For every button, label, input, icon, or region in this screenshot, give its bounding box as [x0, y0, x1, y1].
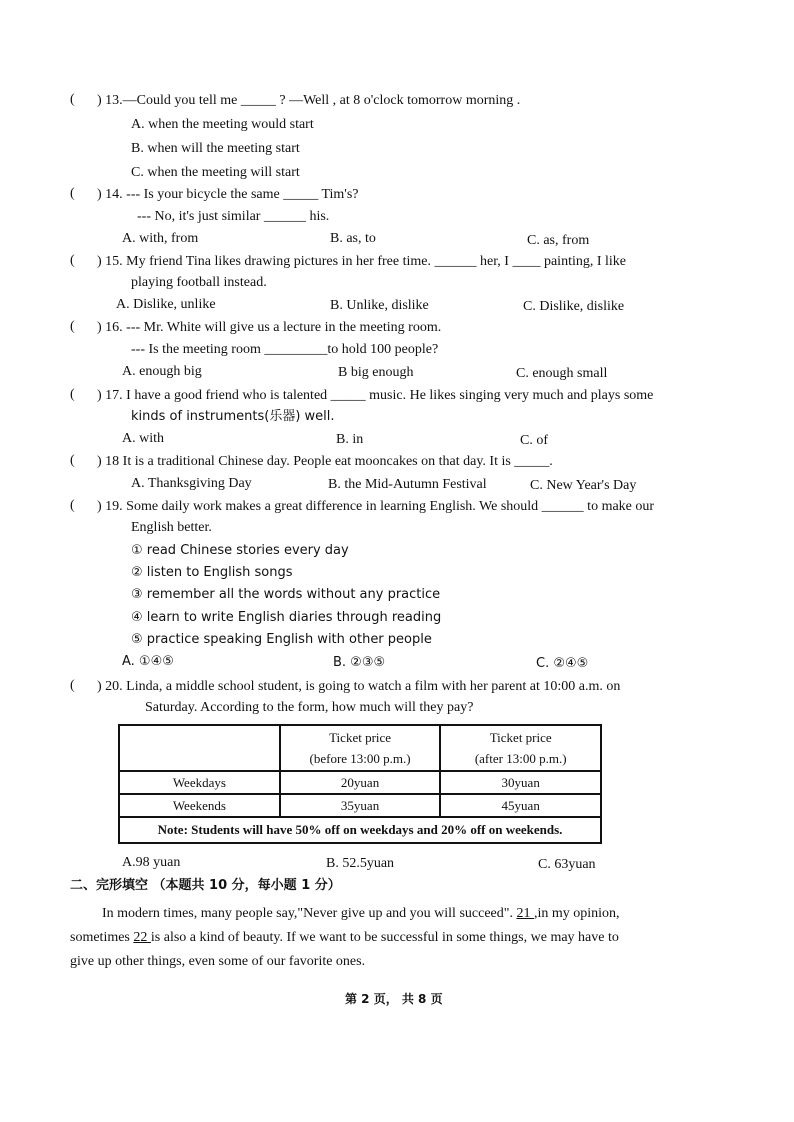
q19-stem-2: English better.	[131, 520, 212, 535]
q16-stem: ) 16. --- Mr. White will give us a lecture in the meeting room.	[97, 320, 442, 335]
q20-option-a: A.98 yuan	[122, 855, 181, 870]
answer-paren: (	[70, 319, 75, 334]
cloze-text: In modern times, many people say,"Never give up and you will succeed".	[102, 906, 517, 921]
q16-option-c: C. enough small	[516, 366, 608, 381]
q19-option-c: C. ②④⑤	[536, 656, 589, 671]
q15-option-c: C. Dislike, dislike	[523, 299, 625, 314]
q16-stem-2: --- Is the meeting room _________to hold 100 people?	[131, 342, 439, 357]
q13-option-a: A. when the meeting would start	[131, 117, 314, 132]
q15-stem: ) 15. My friend Tina likes drawing pictures in her free time. ______ her, I ____ painting, I like	[97, 254, 626, 269]
q19-option-a: A. ①④⑤	[122, 654, 174, 669]
q15-option-a: A. Dislike, unlike	[116, 297, 216, 312]
cloze-blank-22: 22	[133, 930, 151, 945]
price-before: 20yuan	[280, 771, 441, 794]
answer-paren: (	[70, 498, 75, 513]
ticket-price-table	[118, 724, 602, 844]
q20-option-c: C. 63yuan	[538, 857, 596, 872]
header-before-1300	[280, 725, 441, 771]
q14-option-c: C. as, from	[527, 233, 590, 248]
q16-option-a: A. enough big	[122, 364, 202, 379]
answer-paren: (	[70, 387, 75, 402]
answer-paren: (	[70, 678, 75, 693]
q19-stem: ) 19. Some daily work makes a great difference in learning English. We should ______ to make our	[97, 499, 655, 514]
table-note: Note: Students will have 50% off on weekdays and 20% off on weekends.	[119, 817, 601, 843]
q18-option-c: C. New Year's Day	[530, 478, 637, 493]
q13-stem: ) 13.—Could you tell me _____ ? —Well , at 8 o'clock tomorrow morning .	[97, 93, 521, 108]
q18-option-a: A. Thanksgiving Day	[131, 476, 252, 491]
cloze-text: ,in my opinion,	[533, 906, 620, 921]
row-label: Weekdays	[119, 771, 280, 794]
q18-stem: ) 18 It is a traditional Chinese day. People eat mooncakes on that day. It is _____.	[97, 454, 553, 469]
q20-stem: ) 20. Linda, a middle school student, is going to watch a film with her parent at 10:00 a.m. on	[97, 679, 621, 694]
q15-stem-2: playing football instead.	[131, 275, 267, 290]
header-after-1300	[440, 725, 601, 771]
q13-option-b: B. when will the meeting start	[131, 141, 300, 156]
q17-option-c: C. of	[520, 433, 548, 448]
cloze-line-1	[102, 905, 620, 923]
header-before-line2: (before 13:00 p.m.)	[309, 751, 411, 766]
header-before-line1: Ticket price	[329, 730, 392, 745]
q19-item-2: ② listen to English songs	[131, 565, 293, 580]
cloze-text: is also a kind of beauty. If we want to be successful in some things, we may have to	[150, 930, 619, 945]
q20-option-b: B. 52.5yuan	[326, 856, 395, 871]
q13-option-c: C. when the meeting will start	[131, 165, 300, 180]
header-after-line1: Ticket price	[489, 730, 552, 745]
answer-paren: (	[70, 92, 75, 107]
q17-stem: ) 17. I have a good friend who is talented _____ music. He likes singing very much and plays some	[97, 388, 654, 403]
q20-stem-2: Saturday. According to the form, how much will they pay?	[145, 700, 474, 715]
q19-item-3: ③ remember all the words without any practice	[131, 587, 441, 602]
q19-option-b: B. ②③⑤	[333, 655, 386, 670]
cloze-text: sometimes	[70, 930, 134, 945]
cloze-line-3: give up other things, even some of our favorite ones.	[70, 954, 366, 969]
price-after: 30yuan	[440, 771, 601, 794]
page-number: 第 2 页， 共 8 页	[345, 992, 443, 1006]
price-before: 35yuan	[280, 794, 441, 817]
section-heading: 二、完形填空 （本题共 10 分，每小题 1 分）	[70, 878, 341, 893]
q16-option-b: B big enough	[338, 365, 414, 380]
answer-paren: (	[70, 253, 75, 268]
row-label: Weekends	[119, 794, 280, 817]
q17-option-b: B. in	[336, 432, 364, 447]
answer-paren: (	[70, 186, 75, 201]
header-after-line2: (after 13:00 p.m.)	[474, 751, 567, 766]
cloze-blank-21: 21	[516, 906, 534, 921]
table-corner-cell	[119, 725, 280, 771]
q17-stem-2: kinds of instruments(乐器) well.	[131, 409, 335, 424]
table-row	[119, 794, 601, 817]
q14-stem-2: --- No, it's just similar ______ his.	[137, 209, 330, 224]
cloze-line-2	[70, 929, 619, 947]
price-after: 45yuan	[440, 794, 601, 817]
q14-stem: ) 14. --- Is your bicycle the same _____ Tim's?	[97, 187, 359, 202]
q18-option-b: B. the Mid-Autumn Festival	[328, 477, 487, 492]
q19-item-1: ① read Chinese stories every day	[131, 543, 349, 558]
table-row	[119, 771, 601, 794]
q14-option-b: B. as, to	[330, 231, 376, 246]
q17-option-a: A. with	[122, 431, 164, 446]
q19-item-4: ④ learn to write English diaries through reading	[131, 610, 442, 625]
answer-paren: (	[70, 453, 75, 468]
q14-option-a: A. with, from	[122, 231, 199, 246]
q15-option-b: B. Unlike, dislike	[330, 298, 429, 313]
q19-item-5: ⑤ practice speaking English with other people	[131, 632, 432, 647]
